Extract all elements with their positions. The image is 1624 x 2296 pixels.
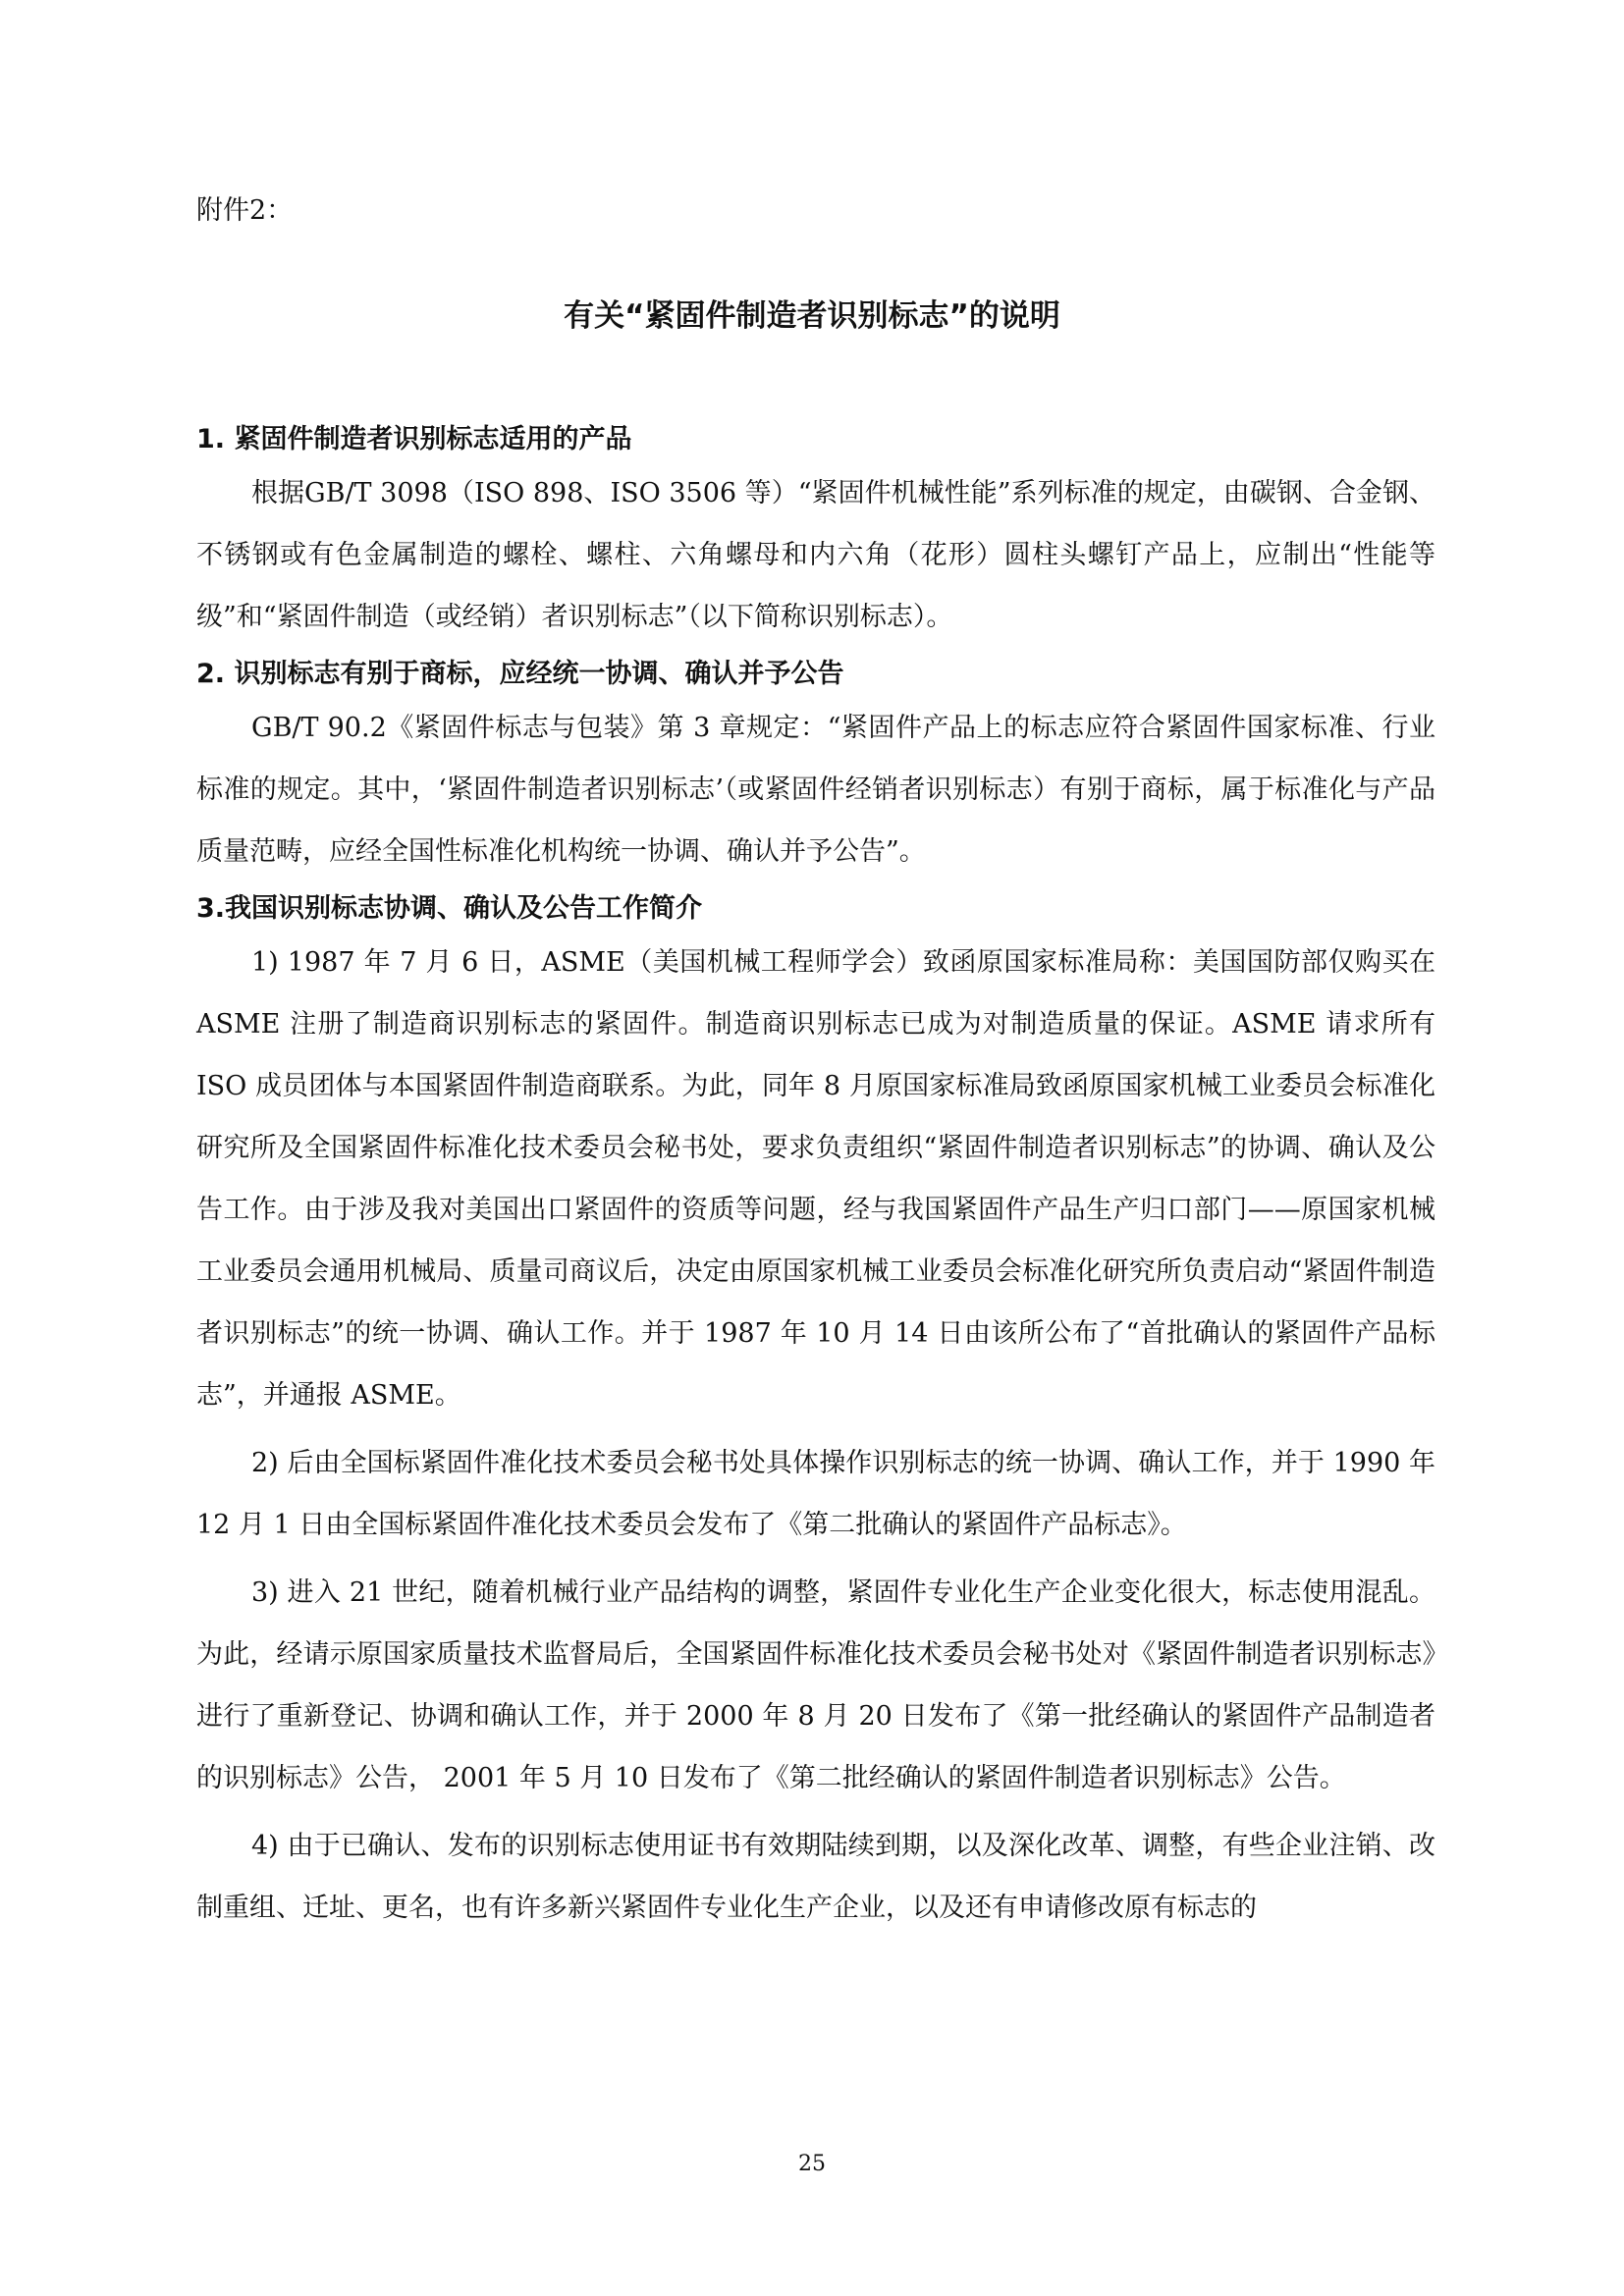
section-2-paragraph-1: GB/T 90.2《紧固件标志与包装》第 3 章规定：“紧固件产品上的标志应符合紧固件国家标准、行业标准的规定。其中，‘紧固件制造者识别标志’（或紧固件经销者识别标志）有别于商标，属于标准化与产品质量范畴，应经全国性标准化机构统一协调、确认并予公告”。 <box>196 713 1435 867</box>
section-1-paragraph-1: 根据GB/T 3098（ISO 898、ISO 3506 等）“紧固件机械性能”系列标准的规定，由碳钢、合金钢、不锈钢或有色金属制造的螺栓、螺柱、六角螺母和内六角（花形）圆柱头螺钉产品上，应制出“性能等级”和“紧固件制造（或经销）者识别标志”（以下简称识别标志）。 <box>196 478 1435 632</box>
section-3-paragraph-1: 1) 1987 年 7 月 6 日，ASME（美国机械工程师学会）致函原国家标准局称：美国国防部仅购买在 ASME 注册了制造商识别标志的紧固件。制造商识别标志已成为对制造质量的保证。ASME 请求所有 ISO 成员团体与本国紧固件制造商联系。为此，同年 8 月原国家标准局致函原国家机械工业委员会标准化研究所及全国紧固件标准化技术委员会秘书处，要求负责组织“紧固件制造者识别标志”的协调、确认及公告工作。由于涉及我对美国出口紧固件的资质等问题，经与我国紧固件产品生产归口部门——原国家机械工业委员会通用机械局、质量司商议后，决定由原国家机械工业委员会标准化研究所负责启动“紧固件制造者识别标志”的统一协调、确认工作。并于 1987 年 10 月 14 日由该所公布了“首批确认的紧固件产品标志”，并通报 ASME。 <box>196 947 1435 1411</box>
section-3-paragraph-3: 3) 进入 21 世纪，随着机械行业产品结构的调整，紧固件专业化生产企业变化很大，标志使用混乱。为此，经请示原国家质量技术监督局后，全国紧固件标准化技术委员会秘书处对《紧固件制造者识别标志》进行了重新登记、协调和确认工作，并于 2000 年 8 月 20 日发布了《第一批经确认的紧固件产品制造者的识别标志》公告， 2001 年 5 月 10 日发布了《第二批经确认的紧固件制造者识别标志》公告。 <box>196 1577 1435 1793</box>
page-number: 25 <box>798 2152 826 2176</box>
section-3-paragraph-4: 4) 由于已确认、发布的识别标志使用证书有效期陆续到期，以及深化改革、调整，有些企业注销、改制重组、迁址、更名，也有许多新兴紧固件专业化生产企业，以及还有申请修改原有标志的 <box>196 1831 1435 1923</box>
document-title: 有关“紧固件制造者识别标志”的说明 <box>564 298 1060 334</box>
attachment-label: 附件2： <box>196 195 294 226</box>
section-2-heading: 2. 识别标志有别于商标，应经统一协调、确认并予公告 <box>196 659 844 689</box>
document-body <box>196 417 1435 1945</box>
section-3-heading: 3.我国识别标志协调、确认及公告工作简介 <box>196 893 703 924</box>
section-3-paragraph-2: 2) 后由全国标紧固件准化技术委员会秘书处具体操作识别标志的统一协调、确认工作，并于 1990 年 12 月 1 日由全国标紧固件准化技术委员会发布了《第二批确认的紧固件产品标志》。 <box>196 1448 1435 1540</box>
section-1-heading: 1. 紧固件制造者识别标志适用的产品 <box>196 424 632 454</box>
